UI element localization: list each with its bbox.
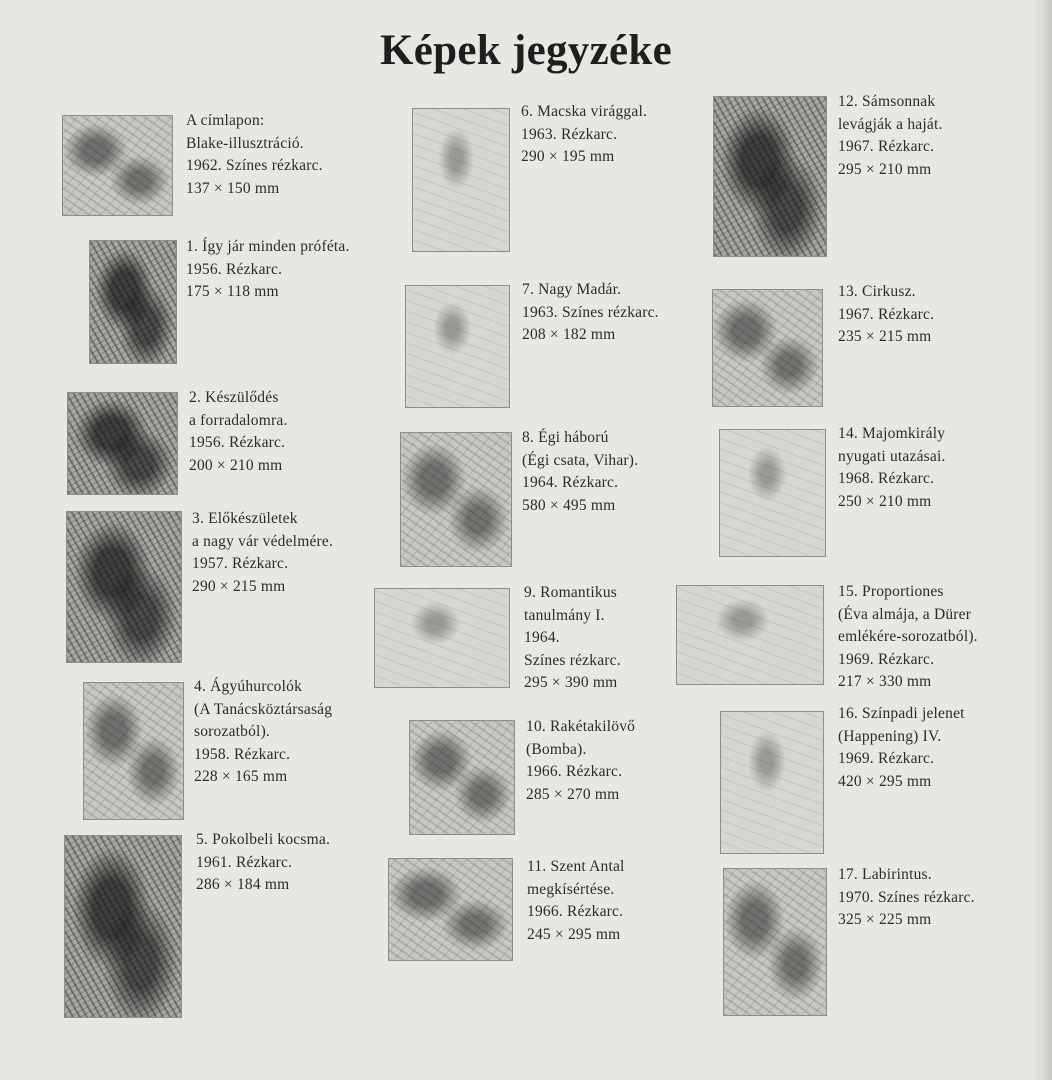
caption-line: a nagy vár védelmére. xyxy=(192,532,334,550)
caption-line: sorozatból). xyxy=(194,723,271,740)
caption-line: 290 × 215 mm xyxy=(192,577,286,595)
caption-line: 1967. Rézkarc. xyxy=(838,138,935,155)
etching-image-5 xyxy=(64,835,182,1018)
etching-image-4 xyxy=(83,682,184,820)
caption-line: 3. Előkészületek xyxy=(192,510,298,527)
caption-line: Színes rézkarc. xyxy=(524,651,621,669)
caption-line: 1966. Rézkarc. xyxy=(526,763,623,780)
caption-line: 217 × 330 mm xyxy=(838,673,932,690)
caption-line: 228 × 165 mm xyxy=(194,768,288,785)
caption-line: 1970. Színes rézkarc. xyxy=(838,888,975,906)
caption-line: 14. Majomkirály xyxy=(838,425,946,442)
etching-image-13 xyxy=(712,289,823,407)
entry-5-caption xyxy=(196,829,330,897)
caption-line: 8. Égi háború xyxy=(522,429,609,446)
caption-line: (A Tanácsköztársaság xyxy=(194,700,333,718)
caption-line: 10. Rakétakilövő xyxy=(526,718,636,735)
caption-line: 295 × 210 mm xyxy=(838,160,932,178)
caption-line: emlékére-sorozatból). xyxy=(838,628,978,645)
caption-line: 1961. Rézkarc. xyxy=(196,853,293,871)
caption-line: 16. Színpadi jelenet xyxy=(838,705,965,722)
etching-image-14 xyxy=(719,429,826,557)
caption-line: 285 × 270 mm xyxy=(526,785,620,803)
entry-15-caption xyxy=(838,581,978,694)
caption-line: 1963. Színes rézkarc. xyxy=(522,303,659,321)
entry-cover-caption xyxy=(186,110,323,200)
caption-line: 1957. Rézkarc. xyxy=(192,555,289,572)
etching-image-15 xyxy=(676,585,824,685)
caption-line: 250 × 210 mm xyxy=(838,492,932,510)
caption-line: 2. Készülődés xyxy=(189,389,279,406)
entry-11-caption xyxy=(527,856,625,946)
etching-image-12 xyxy=(713,96,827,257)
entry-7-caption xyxy=(522,279,659,347)
entry-2-caption xyxy=(189,387,288,477)
caption-line: levágják a haját. xyxy=(838,115,943,133)
caption-line: 13. Cirkusz. xyxy=(838,283,916,300)
entry-9-caption xyxy=(524,582,621,695)
caption-line: 235 × 215 mm xyxy=(838,328,932,345)
page-edge-shadow xyxy=(1030,0,1052,1080)
entry-17-caption xyxy=(838,864,975,932)
entry-12-caption xyxy=(838,91,943,181)
caption-line: 7. Nagy Madár. xyxy=(522,281,622,298)
entry-16-caption xyxy=(838,703,965,793)
entry-1-caption xyxy=(186,236,350,304)
cover-etching-image xyxy=(62,115,173,216)
caption-line: nyugati utazásai. xyxy=(838,447,946,465)
caption-line: 1. Így jár minden próféta. xyxy=(186,238,350,255)
caption-line: 1966. Rézkarc. xyxy=(527,903,624,920)
caption-line: 208 × 182 mm xyxy=(522,326,616,343)
etching-image-7 xyxy=(405,285,510,408)
etching-image-11 xyxy=(388,858,513,961)
etching-image-1 xyxy=(89,240,177,364)
caption-line: (Éva almája, a Dürer xyxy=(838,605,972,623)
caption-line: 1956. Rézkarc. xyxy=(189,434,286,451)
entry-4-caption xyxy=(194,676,332,789)
entry-3-caption xyxy=(192,508,333,598)
etching-image-9 xyxy=(374,588,510,688)
caption-line: 286 × 184 mm xyxy=(196,876,290,893)
caption-line: 1956. Rézkarc. xyxy=(186,260,283,278)
entry-13-caption xyxy=(838,281,934,349)
caption-line: 1964. xyxy=(524,629,560,646)
caption-line: 200 × 210 mm xyxy=(189,456,283,474)
entry-10-caption xyxy=(526,716,635,806)
caption-line: 290 × 195 mm xyxy=(521,148,615,165)
etching-image-8 xyxy=(400,432,512,567)
caption-line: 4. Ágyúhurcolók xyxy=(194,678,303,695)
caption-line: 1963. Rézkarc. xyxy=(521,125,618,143)
entry-14-caption xyxy=(838,423,946,513)
caption-line: 17. Labirintus. xyxy=(838,866,932,883)
caption-line: tanulmány I. xyxy=(524,606,605,624)
caption-line: 1967. Rézkarc. xyxy=(838,305,935,323)
caption-line: 295 × 390 mm xyxy=(524,674,618,691)
caption-line: 12. Sámsonnak xyxy=(838,93,936,110)
etching-image-17 xyxy=(723,868,827,1016)
caption-line: 9. Romantikus xyxy=(524,584,618,601)
caption-line: 175 × 118 mm xyxy=(186,283,279,300)
caption-line: megkísértése. xyxy=(527,880,615,898)
etching-image-10 xyxy=(409,720,515,835)
page-title: Képek jegyzéke xyxy=(380,27,672,74)
caption-line: 1964. Rézkarc. xyxy=(522,474,619,491)
caption-line: 15. Proportiones xyxy=(838,583,944,600)
etching-image-16 xyxy=(720,711,824,854)
caption-line: 1962. Színes rézkarc. xyxy=(186,157,323,174)
caption-line: 1958. Rézkarc. xyxy=(194,745,291,763)
caption-line: 6. Macska virággal. xyxy=(521,103,648,120)
caption-line: (Happening) IV. xyxy=(838,727,942,745)
caption-line: (Bomba). xyxy=(526,740,587,758)
entry-8-caption xyxy=(522,427,638,517)
etching-image-2 xyxy=(67,392,178,495)
caption-line: 137 × 150 mm xyxy=(186,179,280,197)
caption-line: a forradalomra. xyxy=(189,411,288,429)
caption-line: 420 × 295 mm xyxy=(838,772,932,790)
caption-line: 325 × 225 mm xyxy=(838,911,932,928)
caption-line: Blake-illusztráció. xyxy=(186,134,304,152)
entry-6-caption xyxy=(521,101,647,169)
caption-line: 11. Szent Antal xyxy=(527,858,625,875)
etching-image-3 xyxy=(66,511,182,663)
caption-line: 1968. Rézkarc. xyxy=(838,470,935,487)
caption-line: (Égi csata, Vihar). xyxy=(522,451,639,469)
caption-line: 5. Pokolbeli kocsma. xyxy=(196,831,331,848)
caption-line: 245 × 295 mm xyxy=(527,925,621,943)
caption-line: 1969. Rézkarc. xyxy=(838,650,935,668)
caption-line: 1969. Rézkarc. xyxy=(838,750,935,767)
etching-image-6 xyxy=(412,108,510,252)
caption-line: A címlapon: xyxy=(186,112,265,129)
caption-line: 580 × 495 mm xyxy=(522,496,616,514)
